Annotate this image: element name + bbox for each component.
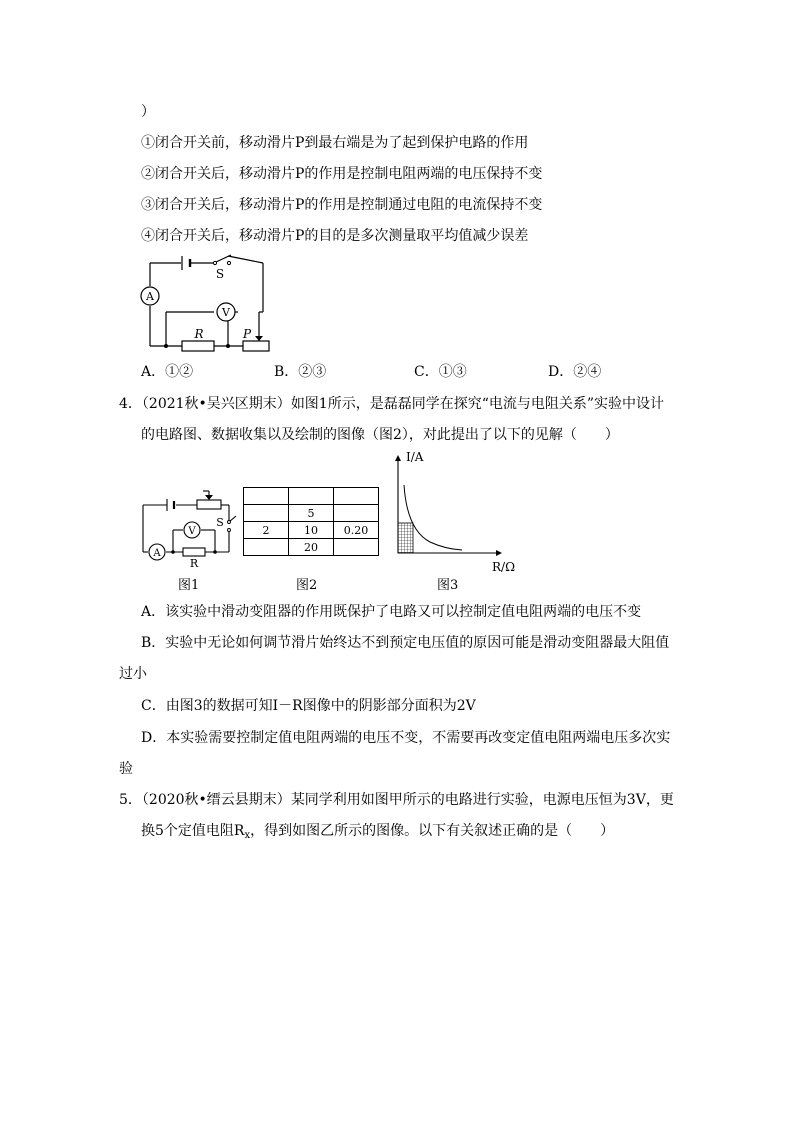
table-cell (244, 505, 289, 522)
q3-statement-3: ③闭合开关后，移动滑片P的作用是控制通过电阻的电流保持不变 (141, 197, 543, 213)
q4-fig2-caption: 图2 (296, 578, 318, 593)
shaded-area (398, 523, 413, 553)
q5-stem-line2: 换5个定值电阻$R_x$，得到如图乙所示的图像。以下有关叙述正确的是（ ） (141, 823, 615, 841)
q4-fig2-table (243, 487, 379, 556)
table-cell (244, 539, 289, 556)
q4-fig3-ylabel: I/A (406, 450, 424, 464)
q4-stem-line1: 4．（2021秋•吴兴区期末）如图1所示，是磊磊同学在探究“电流与电阻关系”实验中设计 (119, 396, 665, 412)
table-cell (334, 488, 379, 505)
q4-fig1-voltmeter-label: V (188, 526, 196, 537)
table-cell (289, 488, 334, 505)
q4-fig3-caption: 图3 (437, 578, 459, 593)
q4-option-a: A．该实验中滑动变阻器的作用既保护了电路又可以控制定值电阻两端的电压不变 (141, 604, 642, 620)
q3-resistor-label: R (194, 327, 204, 341)
q3-slider-label: P (242, 327, 252, 341)
table-cell (334, 539, 379, 556)
q4-fig1-circuit (133, 488, 243, 568)
q3-stem-tail: ） (141, 104, 155, 120)
q3-statement-2: ②闭合开关后，移动滑片P的作用是控制电阻两端的电压保持不变 (141, 166, 543, 182)
q3-option-c: C．①③ (414, 364, 467, 380)
table-cell: 10 (289, 522, 334, 539)
q4-option-d: D．本实验需要控制定值电阻两端的电压不变，不需要再改变定值电阻两端电压多次实 (141, 730, 671, 746)
table-row (244, 539, 379, 556)
table-cell (244, 488, 289, 505)
q4-option-b-cont: 过小 (119, 666, 147, 682)
table-cell: 2 (244, 522, 289, 539)
q4-fig1-switch-label: S (216, 516, 224, 529)
q4-fig3-xlabel: R/Ω (492, 560, 516, 574)
q4-option-d-cont: 验 (119, 761, 133, 777)
q4-option-c: C．由图3的数据可知I－R图像中的阴影部分面积为2V (141, 698, 476, 714)
table-cell: 5 (289, 505, 334, 522)
q3-statement-1: ①闭合开关前，移动滑片P到最右端是为了起到保护电路的作用 (141, 135, 529, 151)
q4-fig1-caption: 图1 (178, 578, 200, 593)
q3-circuit-diagram (135, 252, 280, 357)
table-row (244, 522, 379, 539)
q4-fig3-graph (380, 450, 525, 575)
q4-fig1-resistor-label: R (189, 557, 199, 568)
q4-fig1-ammeter-label: A (153, 548, 161, 559)
q3-option-b: B．②③ (274, 364, 327, 380)
q5-stem-line1: 5．（2020秋•缙云县期末）某同学利用如图甲所示的电路进行实验，电源电压恒为3V，更 (119, 792, 674, 808)
q3-ammeter-label: A (146, 290, 154, 303)
table-cell: 20 (289, 539, 334, 556)
q3-statement-4: ④闭合开关后，移动滑片P的目的是多次测量取平均值减少误差 (141, 228, 529, 244)
table-row (244, 488, 379, 505)
q4-option-b: B．实验中无论如何调节滑片始终达不到预定电压值的原因可能是滑动变阻器最大阻值 (141, 635, 670, 651)
q3-voltmeter-label: V (222, 306, 230, 319)
table-cell (334, 505, 379, 522)
q3-switch-label: S (215, 267, 225, 281)
table-cell: 0.20 (334, 522, 379, 539)
q4-stem-line2: 的电路图、数据收集以及绘制的图像（图2），对此提出了以下的见解（ ） (141, 427, 619, 443)
table-row (244, 505, 379, 522)
q3-option-d: D．②④ (548, 364, 602, 380)
q3-option-a: A．①② (141, 364, 194, 380)
